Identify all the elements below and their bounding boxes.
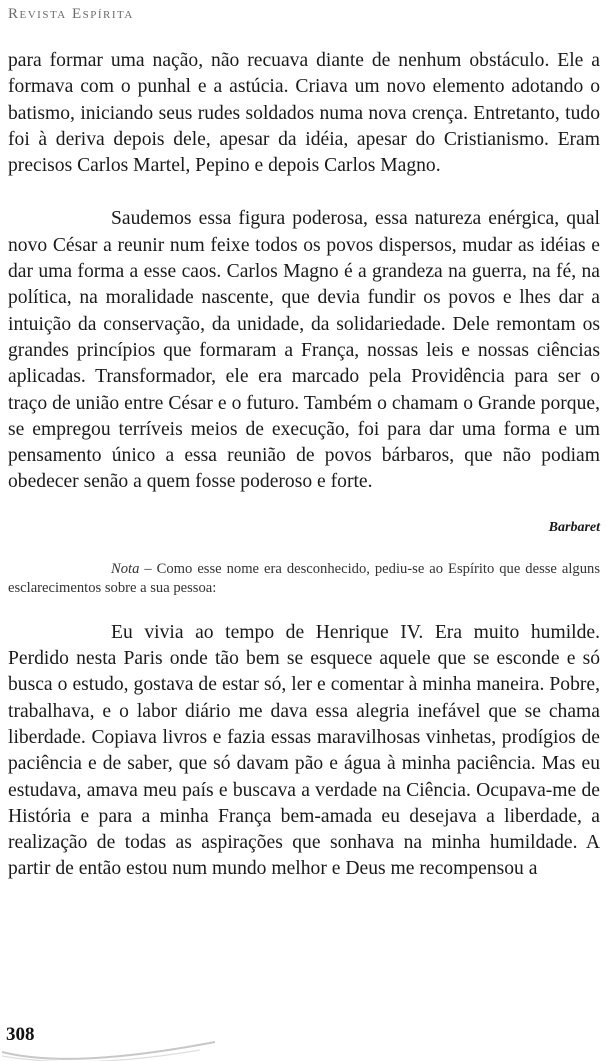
note-label: Nota — [111, 560, 140, 577]
paragraph-spirit-answer: Eu vivia ao tempo de Henrique IV. Era muito humilde. Perdido nesta Paris onde tão bem se esquece aquele que se esconde e só busca o estudo, gostava de estar só, ler e comentar à minha maneira. Pobre, trabalhava, e o labor diário me dava essa alegria inefável que se chama liberdade. Copiava livros e fazia essas maravilhosas vinhetas, prodígios de paciência e de saber, que só davam pão e água à minha paciência. Mas eu estudava, amava meu país e buscava a verdade na Ciência. Ocupava-me de História e para a minha França bem-amada eu desejava a liberdade, a realização de todas as aspirações que sonhava na minha humildade. A partir de então estou num mundo melhor e Deus me recompensou a — [8, 621, 600, 880]
page-number: 308 — [6, 1024, 35, 1045]
paragraph-continued: para formar uma nação, não recuava diante de nenhum obstáculo. Ele a formava com o punhal e a astúcia. Criava um novo elemento adotando o batismo, iniciando seus rudes soldados numa nova crença. Entretanto, tudo foi à deriva depois dele, apesar da idéia, apesar do Cristianismo. Eram precisos Carlos Martel, Pepino e depois Carlos Magno. — [8, 50, 600, 177]
note-text: – Como esse nome era desconhecido, pediu-se ao Espírito que desse alguns esclarecimentos sobre a sua pessoa: — [8, 560, 600, 596]
page-body — [8, 48, 600, 883]
editor-note — [8, 560, 600, 598]
running-head: Revista Espírita — [8, 6, 134, 22]
paragraph-carlos-magno: Saudemos essa figura poderosa, essa natureza enérgica, qual novo César a reunir num feixe todos os povos dispersos, mudar as idéias e dar uma forma a esse caos. Carlos Magno é a grandeza na guerra, na fé, na política, na moralidade nascente, que devia fundir os povos e lhes dar a intuição da conservação, da unidade, da solidariedade. Dele remontam os grandes princípios que formaram a França, nossas leis e nossas ciências aplicadas. Transformador, ele era marcado pela Providência para ser o traço de união entre César e o futuro. Também o chamam o Grande porque, se empregou terríveis meios de execução, foi para dar uma forma e um pensamento único a essa reunião de povos bárbaros, que não podiam obedecer senão a quem fosse poderoso e forte. — [8, 208, 600, 493]
signature: Barbaret — [548, 519, 600, 535]
